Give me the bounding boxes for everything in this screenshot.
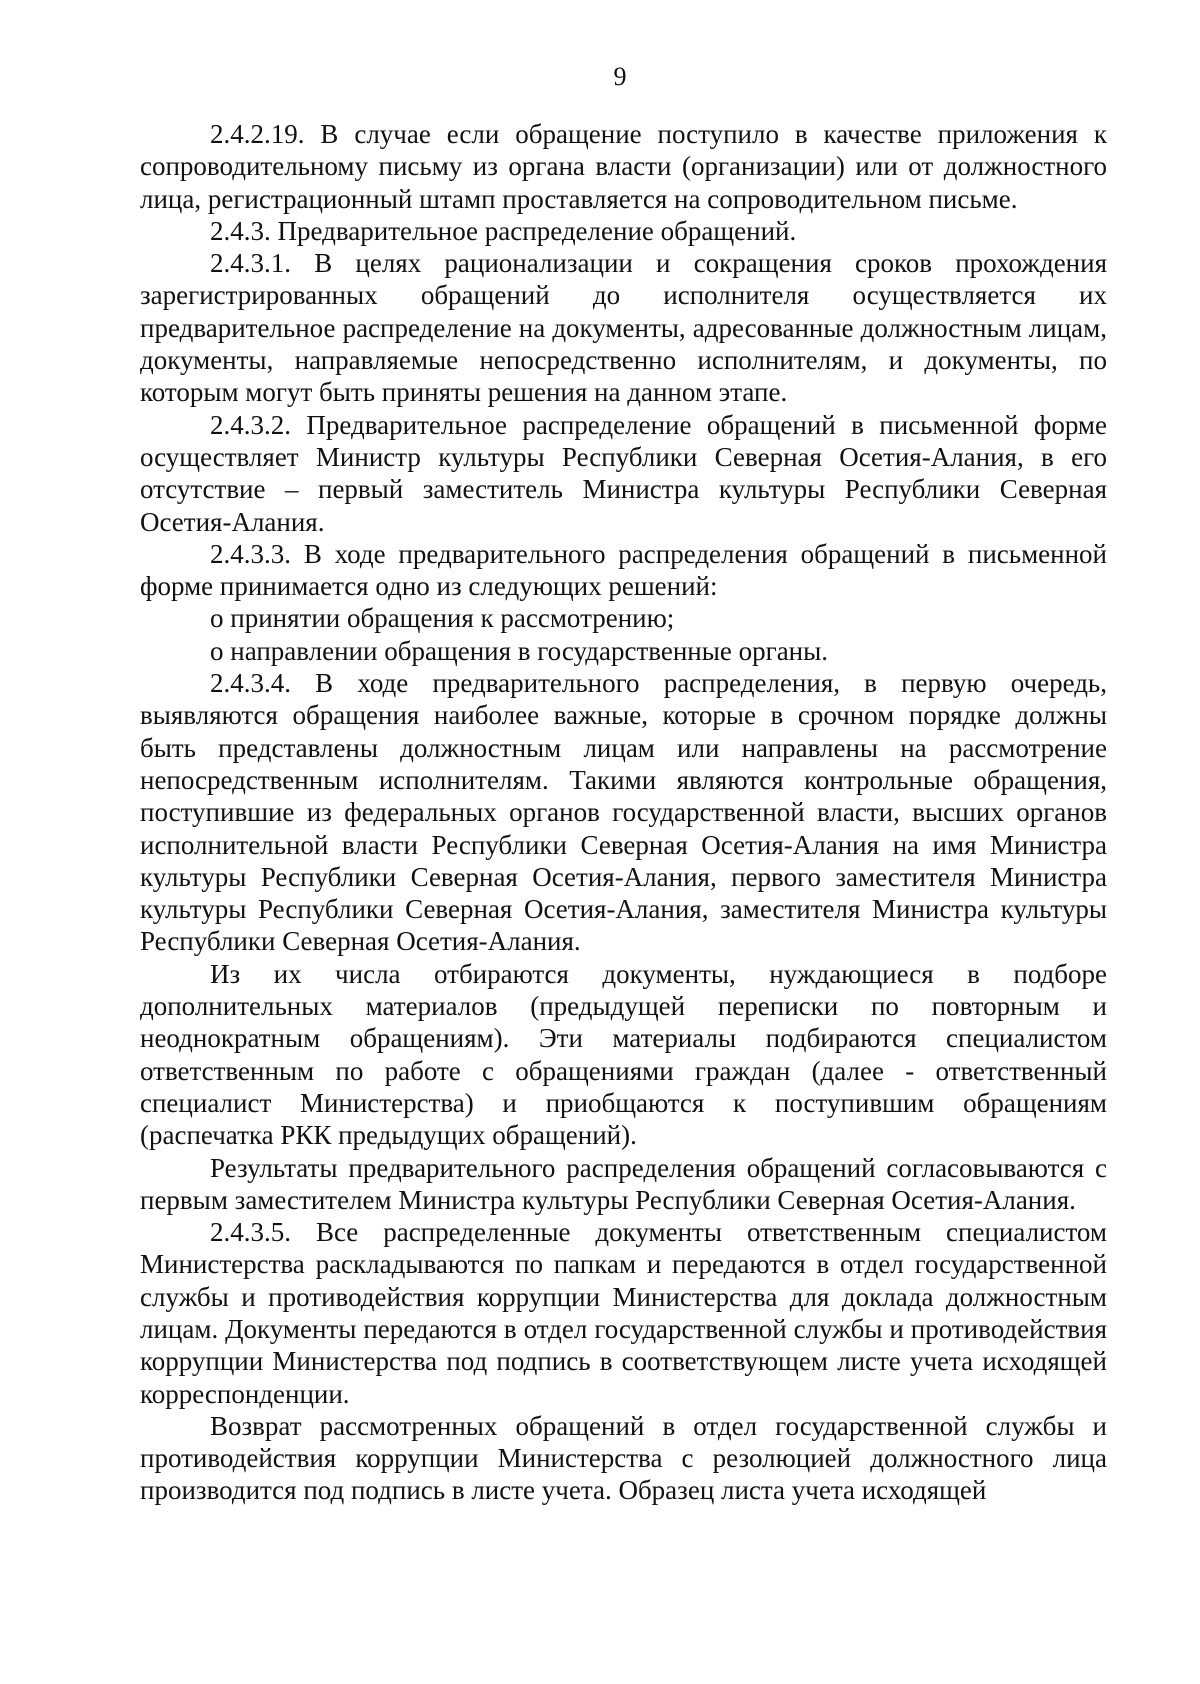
document-body <box>140 118 1107 1507</box>
paragraph-results: Результаты предварительного распределения обращений согласовываются с первым заместителем Министра культуры Республики Северная Осетия-Алания. <box>140 1152 1107 1215</box>
decision-option-accept: о принятии обращения к рассмотрению; <box>210 603 675 634</box>
paragraph-2-4-3-3: 2.4.3.3. В ходе предварительного распределения обращений в письменной форме принимается одно из следующих решений: <box>140 538 1107 602</box>
paragraph-2-4-3-4: 2.4.3.4. В ходе предварительного распределения, в первую очередь, выявляются обращения наиболее важные, которые в срочном порядке должны быть представлены должностным лицам или направлены на рассмотрение непосредственным исполнителям. Такими являются контрольные обращения, поступившие из федеральных органов государственной власти, высших органов исполнительной власти Республики Северная Осетия-Алания на имя Министра культуры Республики Северная Осетия-Алания, первого заместителя Министра культуры Республики Северная Осетия-Алания, заместителя Министра культуры Республики Северная Осетия-Алания. <box>140 668 1107 957</box>
paragraph-2-4-3-2: 2.4.3.2. Предварительное распределение обращений в письменной форме осуществляет Министр культуры Республики Северная Осетия-Алания, в его отсутствие – первый заместитель Министра культуры Республики Северная Осетия-Алания. <box>140 409 1107 537</box>
page-number: 9 <box>613 62 627 91</box>
paragraph-return: Возврат рассмотренных обращений в отдел государственной службы и противодействия коррупции Министерства с резолюцией должностного лица производится под подпись в листе учета. Образец листа учета исходящей <box>140 1410 1107 1506</box>
paragraph-2-4-2-19: 2.4.2.19. В случае если обращение поступило в качестве приложения к сопроводительному письму из органа власти (организации) или от должностного лица, регистрационный штамп проставляется на сопроводительном письме. <box>140 119 1107 214</box>
paragraph-selection: Из их числа отбираются документы, нуждающиеся в подборе дополнительных материалов (предыдущей переписки по повторным и неоднократным обращениям). Эти материалы подбираются специалистом ответственным по работе с обращениями граждан (далее - ответственный специалист Министерства) и приобщаются к поступившим обращениям (распечатка РКК предыдущих обращений). <box>140 958 1107 1151</box>
decision-option-redirect: о направлении обращения в государственные органы. <box>210 635 829 666</box>
paragraph-2-4-3-1: 2.4.3.1. В целях рационализации и сокращения сроков прохождения зарегистрированных обращений до исполнителя осуществляется их предварительное распределение на документы, адресованные должностным лицам, документы, направляемые непосредственно исполнителям, и документы, по которым могут быть приняты решения на данном этапе. <box>140 248 1107 408</box>
paragraph-2-4-3: 2.4.3. Предварительное распределение обращений. <box>210 215 797 246</box>
paragraph-2-4-3-5: 2.4.3.5. Все распределенные документы ответственным специалистом Министерства раскладываются по папкам и передаются в отдел государственной службы и противодействия коррупции Министерства для доклада должностным лицам. Документы передаются в отдел государственной службы и противодействия коррупции Министерства под подпись в соответствующем листе учета исходящей корреспонденции. <box>140 1217 1107 1409</box>
